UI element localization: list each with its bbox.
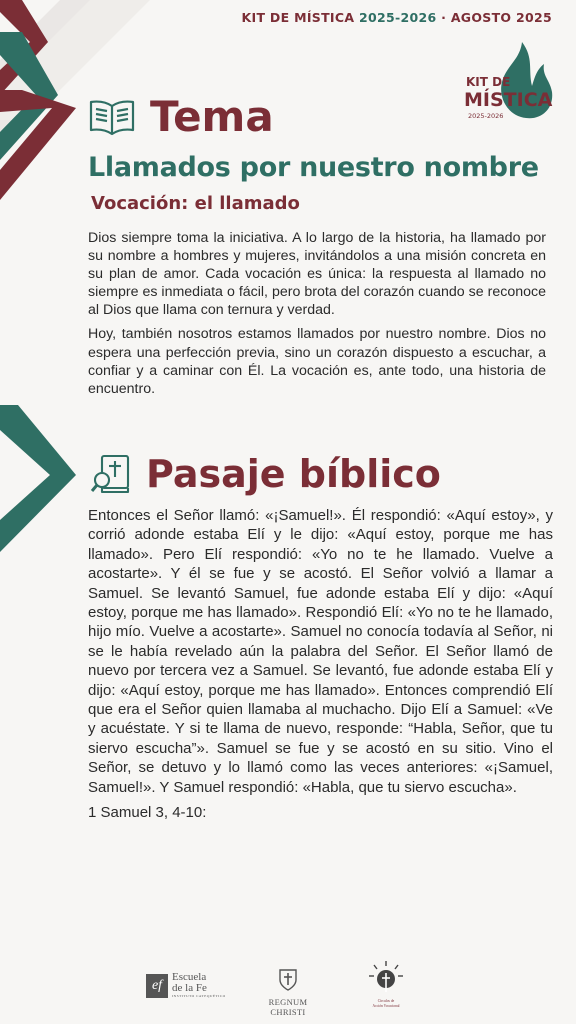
pasaje-heading-text: Pasaje bíblico <box>146 452 441 496</box>
escuela-mark: ef <box>146 974 168 998</box>
tema-title: Llamados por nuestro nombre <box>88 152 539 183</box>
pasaje-reference: 1 Samuel 3, 4-10: <box>88 804 207 822</box>
tema-heading-text: Tema <box>150 92 274 141</box>
kit-header <box>242 10 552 25</box>
logo-years: 2025-2026 <box>468 112 504 120</box>
pasaje-heading <box>90 452 441 496</box>
circulos-line1: Círculos de <box>377 999 395 1003</box>
circulos-logo <box>364 960 408 1008</box>
escuela-line1: Escuela <box>172 971 207 983</box>
tema-heading <box>88 92 274 141</box>
circulos-line2: Acción Vocacional <box>372 1003 400 1008</box>
logo-line2: MÍSTICA <box>464 89 553 111</box>
header-separator: · <box>441 10 447 25</box>
kit-years: 2025-2026 <box>358 10 437 25</box>
pasaje-text: Entonces el Señor llamó: «¡Samuel!». Él respondió: «Aquí estoy», y corrió adonde estaba Elí y le dijo: «Aquí estoy, porque me has llamado». Pero Elí respondió: «Yo no te he llamado. Vuelve a acostarte». Y él se fue y se acostó. El Señor volvió a llamar a Samuel. Se levantó Samuel, fue adonde estaba Elí y dijo: «Aquí estoy, porque me has llamado». Respondió Elí: «Yo no te he llamado, hijo mío. Vuelve a acostarte». Samuel no conocía todavía al Señor, ni se le había revelado aún la palabra del Señor. El Señor llamó de nuevo por tercera vez a Samuel. Se levantó, fue adonde estaba Elí y dijo: «Aquí estoy, porque me has llamado». Entonces comprendió Elí que era el Señor quien llamaba al muchacho. Dijo Elí a Samuel: «Ve y acuéstate. Y si te llama de nuevo, responde: “Habla, Señor, que tu siervo escucha”». Samuel se fue y se acostó en su sitio. Vino el Señor, se detuvo y lo llamó como las veces anteriores: «¡Samuel, Samuel!». Y Samuel respondió: «Habla, que tu siervo escucha». <box>88 507 553 796</box>
escuela-sub: INSTITUTO CATEQUÉTICO <box>172 994 226 998</box>
sunburst-cross-icon <box>368 960 404 994</box>
pasaje-body <box>88 506 553 829</box>
logo-line1: KIT DE <box>466 75 511 89</box>
tema-subtitle: Vocación: el llamado <box>91 193 300 214</box>
regnum-text: REGNUM CHRISTI <box>268 997 308 1017</box>
kit-label: KIT DE MÍSTICA <box>241 10 355 25</box>
footer-logos <box>0 960 576 1017</box>
escuela-line2: de la Fe <box>172 982 207 994</box>
tema-paragraph: Hoy, también nosotros estamos llamados por nuestro nombre. Dios no espera una perfección previa, sino un corazón dispuesto a escuchar, a confiar y a caminar con Él. La vocación es, ante todo, una historia de encuentro. <box>88 326 546 397</box>
bible-magnifier-icon <box>90 453 132 495</box>
tema-body <box>88 229 546 404</box>
tema-paragraph: Dios siempre toma la iniciativa. A lo largo de la historia, ha llamado por su nombre a hombres y mujeres, invitándolos a una misión concreta en su plan de amor. Cada vocación es única: la respuesta al llamado no siempre es inmediata o fácil, pero brota del corazón cuando se reconoce al Dios que llama con ternura y verdad. <box>88 230 546 319</box>
kit-mistica-logo <box>462 40 554 122</box>
regnum-christi-logo <box>250 968 326 1017</box>
escuela-fe-logo <box>146 972 226 999</box>
header-month: AGOSTO 2025 <box>450 10 552 25</box>
shield-cross-icon <box>278 968 298 992</box>
open-book-icon <box>88 98 136 136</box>
